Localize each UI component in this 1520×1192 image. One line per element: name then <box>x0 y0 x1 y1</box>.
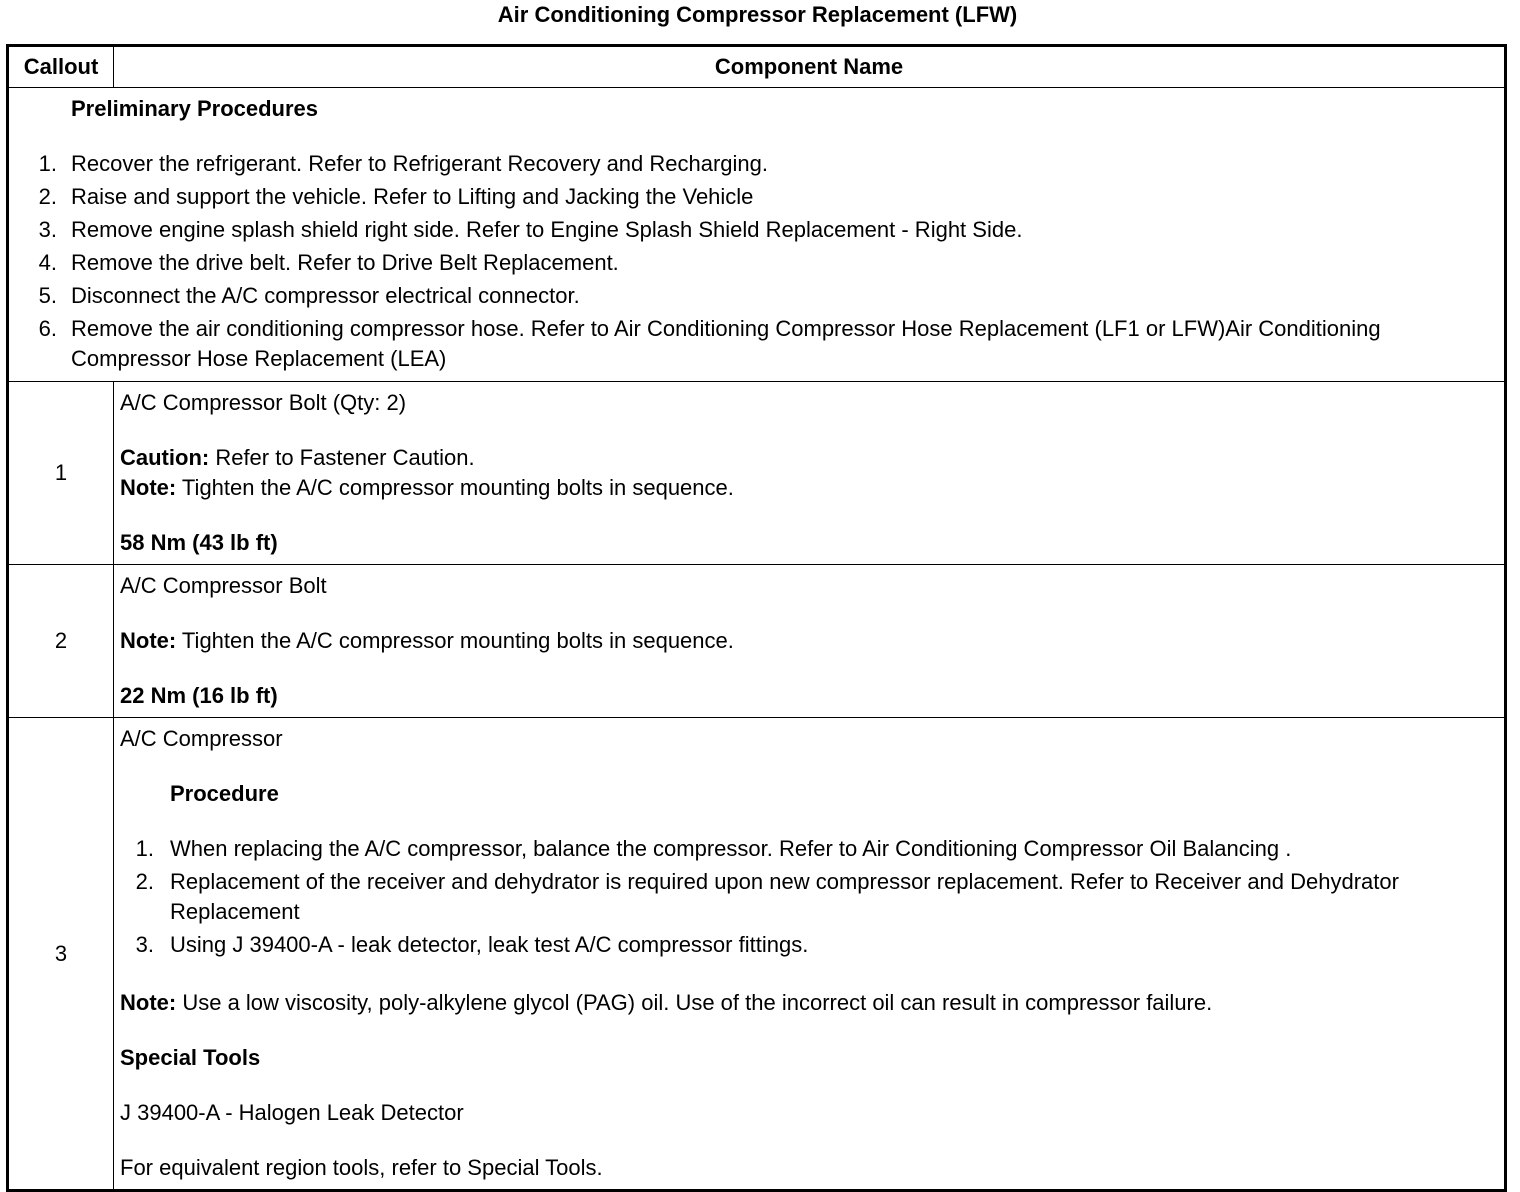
preliminary-steps <box>23 149 1496 374</box>
callout-cell: 2 <box>8 565 114 718</box>
table-row <box>8 565 1506 718</box>
list-item: 3. Remove engine splash shield right side. Refer to Engine Splash Shield Replacement - Right Side. <box>38 217 1023 242</box>
preliminary-row <box>8 88 1506 382</box>
component-name: A/C Compressor Bolt <box>120 573 327 598</box>
torque-spec: 58 Nm (43 lb ft) <box>120 530 278 555</box>
torque-spec: 22 Nm (16 lb ft) <box>120 683 278 708</box>
note-text: Note: Use a low viscosity, poly-alkylene glycol (PAG) oil. Use of the incorrect oil can result in compressor failure. <box>120 990 1213 1015</box>
special-tools-heading: Special Tools <box>120 1045 261 1070</box>
component-table <box>6 44 1507 1192</box>
list-item: 4. Remove the drive belt. Refer to Drive Belt Replacement. <box>38 250 619 275</box>
list-item: 3. Using J 39400-A - leak detector, leak test A/C compressor fittings. <box>135 932 809 957</box>
list-item: 6. Remove the air conditioning compressor hose. Refer to Air Conditioning Compressor Hose Replacement (LF1 or LFW)Air Conditioning Compressor Hose Replacement (LEA) <box>38 316 1381 371</box>
callout-header: Callout <box>8 46 114 88</box>
list-item: 1. Recover the refrigerant. Refer to Refrigerant Recovery and Recharging. <box>38 151 769 176</box>
list-item: 2. Raise and support the vehicle. Refer to Lifting and Jacking the Vehicle <box>38 184 754 209</box>
table-row <box>8 718 1506 1191</box>
preliminary-cell <box>8 88 1506 382</box>
callout-cell: 3 <box>8 718 114 1191</box>
component-cell <box>114 565 1506 718</box>
note-text: Note: Tighten the A/C compressor mounting bolts in sequence. <box>120 628 734 653</box>
component-name: A/C Compressor Bolt (Qty: 2) <box>120 390 407 415</box>
special-tool: J 39400-A - Halogen Leak Detector <box>120 1100 464 1125</box>
header-row <box>8 46 1506 88</box>
list-item: 1. When replacing the A/C compressor, balance the compressor. Refer to Air Conditioning Compressor Oil Balancing . <box>135 836 1292 861</box>
callout-cell: 1 <box>8 382 114 565</box>
procedure-heading: Procedure <box>170 781 279 806</box>
component-name: A/C Compressor <box>120 726 283 751</box>
document-title: Air Conditioning Compressor Replacement (LFW) <box>497 2 1018 27</box>
equivalent-tools-note: For equivalent region tools, refer to Special Tools. <box>120 1155 603 1180</box>
procedure-steps <box>120 834 1496 960</box>
preliminary-heading: Preliminary Procedures <box>71 96 319 121</box>
component-name-header: Component Name <box>114 46 1506 88</box>
table-row <box>8 382 1506 565</box>
caution-text: Caution: Refer to Fastener Caution. <box>120 445 475 470</box>
component-cell <box>114 718 1506 1191</box>
note-text: Note: Tighten the A/C compressor mounting bolts in sequence. <box>120 475 734 500</box>
list-item: 5. Disconnect the A/C compressor electrical connector. <box>38 283 580 308</box>
component-cell <box>114 382 1506 565</box>
list-item: 2. Replacement of the receiver and dehydrator is required upon new compressor replacement. Refer to Receiver and Dehydrator Replacement <box>135 869 1399 924</box>
